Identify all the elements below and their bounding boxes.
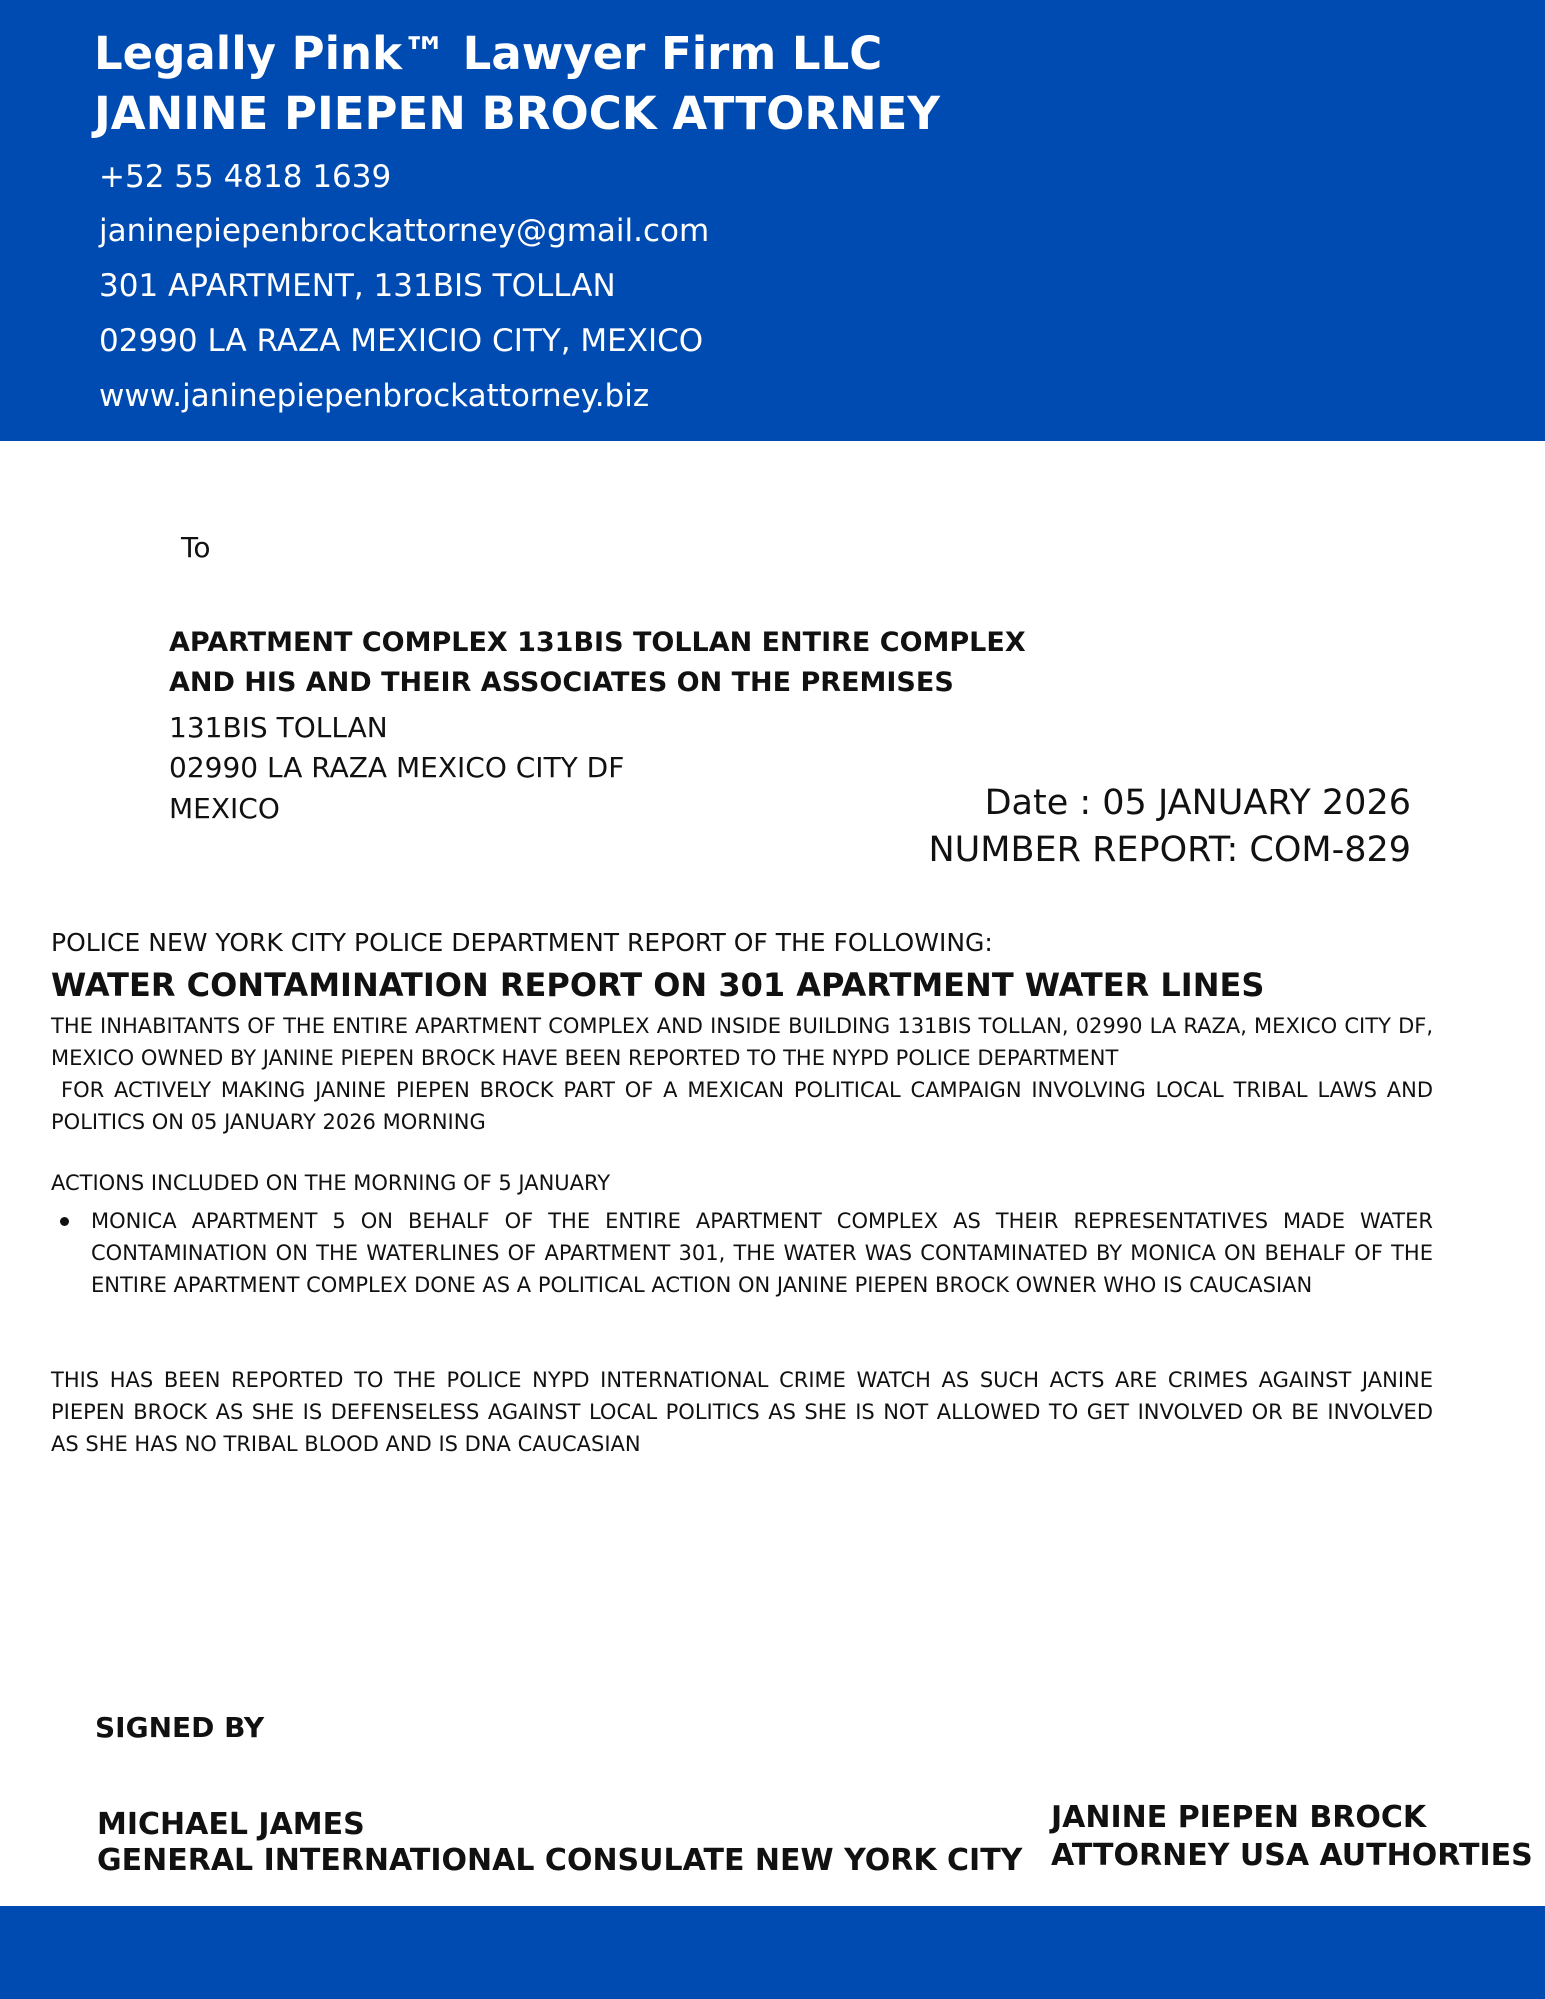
attorney-name: JANINE PIEPEN BROCK ATTORNEY (94, 87, 940, 140)
email-address: janinepiepenbrockattorney@gmail.com (99, 213, 710, 249)
report-date: Date : 05 JANUARY 2026 (984, 783, 1411, 823)
paragraph-inhabitants: THE INHABITANTS OF THE ENTIRE APARTMENT COMPLEX AND INSIDE BUILDING 131BIS TOLLAN, 02990 LA RAZA, MEXICO CITY DF, MEXICO OWNED BY JANINE PIEPEN BROCK HAVE BEEN REPORTED TO THE NYPD POLICE DEPARTMENT (51, 1014, 1433, 1070)
signed-by-label: SIGNED BY (95, 1711, 265, 1744)
signatory-right-title: ATTORNEY USA AUTHORTIES (1051, 1838, 1533, 1873)
to-label: To (181, 531, 211, 564)
bullet-icon (60, 1217, 69, 1226)
report-title: WATER CONTAMINATION REPORT ON 301 APARTMENT WATER LINES (51, 966, 1265, 1004)
recipient-name-line-1: APARTMENT COMPLEX 131BIS TOLLAN ENTIRE COMPLEX (169, 627, 1026, 658)
signatory-left-name: MICHAEL JAMES (97, 1807, 365, 1842)
signatory-left-title: GENERAL INTERNATIONAL CONSULATE NEW YORK CITY (97, 1843, 1023, 1878)
recipient-address-line-3: MEXICO (169, 792, 280, 825)
police-department-line: POLICE NEW YORK CITY POLICE DEPARTMENT REPORT OF THE FOLLOWING: (51, 928, 993, 957)
recipient-address-line-1: 131BIS TOLLAN (169, 711, 388, 744)
recipient-address-line-2: 02990 LA RAZA MEXICO CITY DF (169, 751, 625, 784)
actions-label: ACTIONS INCLUDED ON THE MORNING OF 5 JANUARY (51, 1171, 611, 1195)
report-number: NUMBER REPORT: COM-829 (928, 830, 1411, 870)
website: www.janinepiepenbrockattorney.biz (99, 378, 650, 414)
paragraph-campaign: FOR ACTIVELY MAKING JANINE PIEPEN BROCK PART OF A MEXICAN POLITICAL CAMPAIGN INVOLVING LOCAL TRIBAL LAWS AND POLITICS ON 05 JANUARY 2026 MORNING (51, 1078, 1433, 1134)
phone-number: +52 55 4818 1639 (99, 159, 392, 195)
footer-banner (0, 1906, 1545, 1999)
address-line-1: 301 APARTMENT, 131BIS TOLLAN (99, 268, 616, 304)
signatory-right-name: JANINE PIEPEN BROCK (1051, 1800, 1427, 1835)
paragraph-crime-watch: THIS HAS BEEN REPORTED TO THE POLICE NYPD INTERNATIONAL CRIME WATCH AS SUCH ACTS ARE CRIMES AGAINST JANINE PIEPEN BROCK AS SHE IS DEFENSELESS AGAINST LOCAL POLITICS AS SHE IS NOT ALLOWED TO GET INVOLVED OR BE INVOLVED AS SHE HAS NO TRIBAL BLOOD AND IS DNA CAUCASIAN (51, 1368, 1433, 1456)
action-list-item: MONICA APARTMENT 5 ON BEHALF OF THE ENTIRE APARTMENT COMPLEX AS THEIR REPRESENTATIVES MADE WATER CONTAMINATION ON THE WATERLINES OF APARTMENT 301, THE WATER WAS CONTAMINATED BY MONICA ON BEHALF OF THE ENTIRE APARTMENT COMPLEX DONE AS A POLITICAL ACTION ON JANINE PIEPEN BROCK OWNER WHO IS CAUCASIAN (91, 1209, 1433, 1297)
recipient-name-line-2: AND HIS AND THEIR ASSOCIATES ON THE PREMISES (169, 667, 954, 698)
firm-name: Legally Pink™ Lawyer Firm LLC (94, 27, 883, 80)
address-line-2: 02990 LA RAZA MEXICIO CITY, MEXICO (99, 323, 704, 359)
letterhead-banner (0, 0, 1545, 441)
